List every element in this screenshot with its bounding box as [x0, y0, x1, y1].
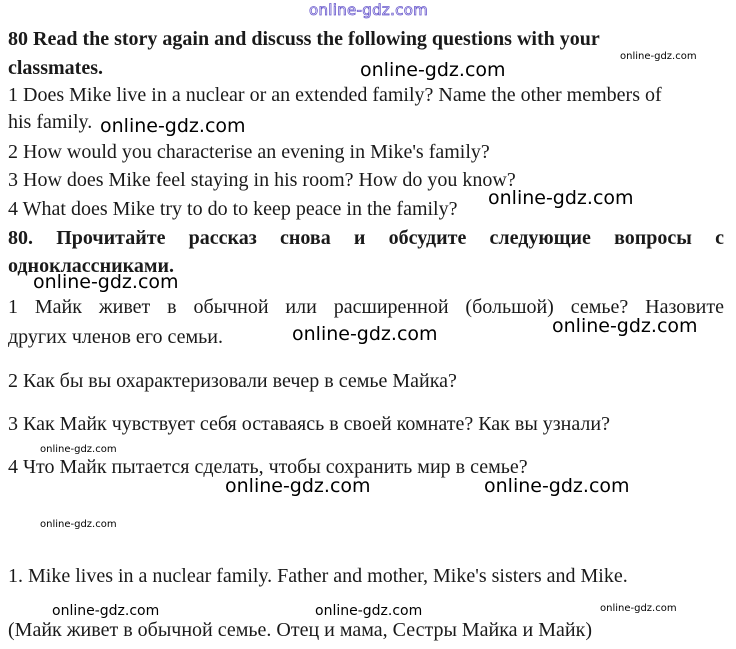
watermark: online-gdz.com [225, 475, 371, 497]
watermark-top: online-gdz.com [309, 1, 429, 19]
watermark-small: online-gdz.com [40, 519, 117, 530]
watermark: online-gdz.com [360, 59, 506, 81]
translation-question-3: 3 Как Майк чувствует себя оставаясь в своей комнате? Как вы узнали? [8, 413, 610, 435]
question-2: 2 How would you characterise an evening in Mike's family? [8, 141, 490, 163]
watermark: online-gdz.com [484, 475, 630, 497]
watermark: online-gdz.com [100, 115, 246, 137]
watermark: online-gdz.com [292, 323, 438, 345]
watermark: online-gdz.com [488, 187, 634, 209]
answer-english: 1. Mike lives in a nuclear family. Father and mother, Mike's sisters and Mike. [8, 565, 628, 587]
answer-russian: (Майк живет в обычной семье. Отец и мама, Сестры Майка и Майк) [8, 619, 592, 641]
question-1-cont: his family. [8, 111, 93, 133]
translation-heading-cont: одноклассниками. [8, 255, 174, 277]
exercise-heading: 80 Read the story again and discuss the following questions with your [8, 28, 600, 50]
watermark: online-gdz.com [52, 603, 160, 619]
watermark-small: online-gdz.com [40, 444, 117, 455]
watermark: online-gdz.com [552, 315, 698, 337]
watermark-small: online-gdz.com [620, 51, 697, 62]
translation-question-1: 1 Майк живет в обычной или расширенной (большой) семье? Назовите [8, 296, 724, 318]
translation-question-4: 4 Что Майк пытается сделать, чтобы сохранить мир в семье? [8, 456, 528, 478]
translation-question-1-cont: других членов его семьи. [8, 326, 223, 348]
watermark-small: online-gdz.com [600, 603, 677, 614]
translation-question-2: 2 Как бы вы охарактеризовали вечер в семье Майка? [8, 370, 457, 392]
question-1: 1 Does Mike live in a nuclear or an extended family? Name the other members of [8, 84, 662, 106]
watermark: online-gdz.com [33, 271, 179, 293]
question-4: 4 What does Mike try to do to keep peace in the family? [8, 198, 458, 220]
question-3: 3 How does Mike feel staying in his room? How do you know? [8, 169, 516, 191]
exercise-heading-cont: classmates. [8, 57, 103, 79]
translation-heading: 80. Прочитайте рассказ снова и обсудите следующие вопросы с [8, 227, 724, 249]
watermark: online-gdz.com [315, 603, 423, 619]
